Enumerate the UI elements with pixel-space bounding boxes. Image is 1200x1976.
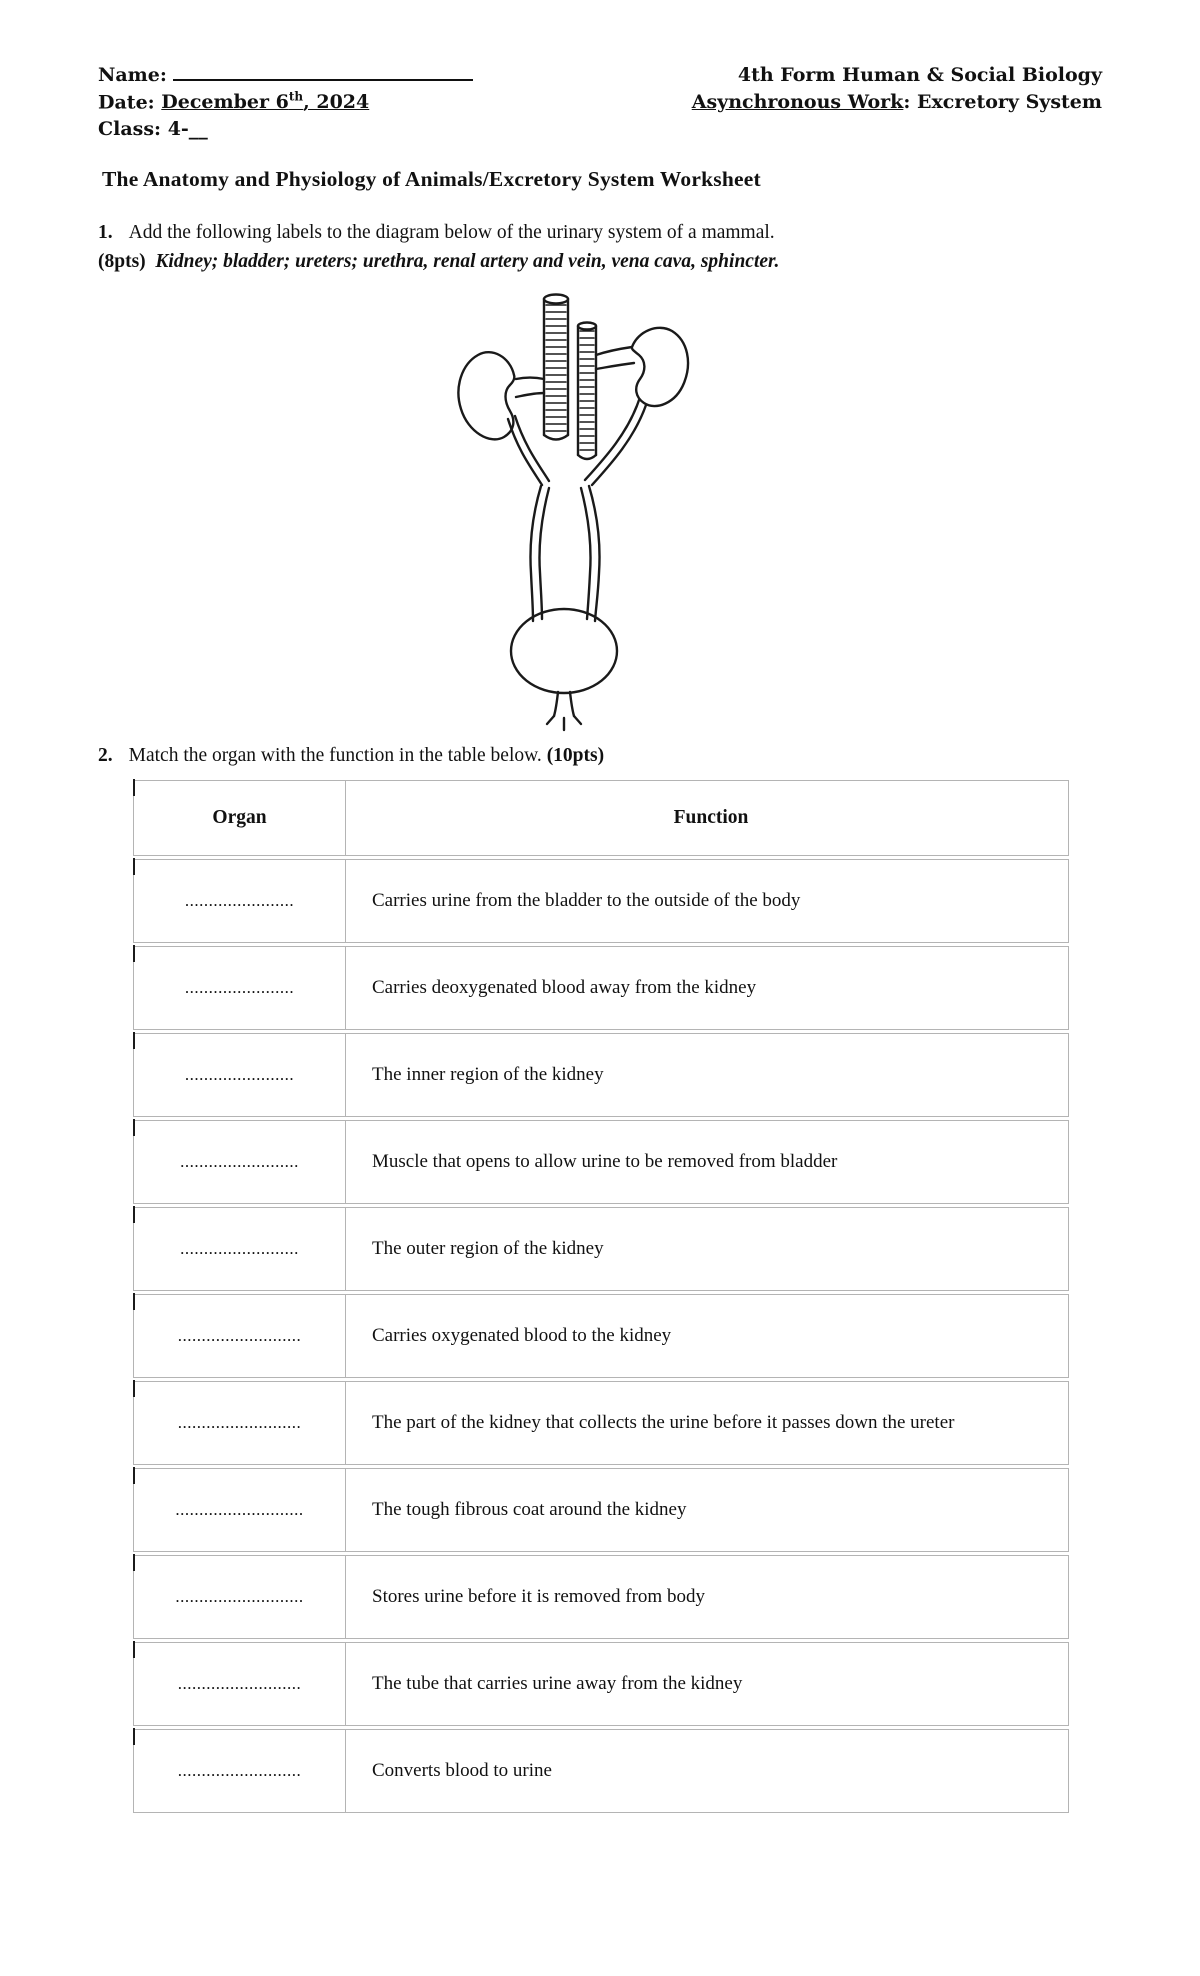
organ-cell <box>134 1295 346 1377</box>
organ-function-table <box>133 780 1069 1813</box>
organ-answer-blank: .......................... <box>177 1673 302 1693</box>
table-header-row <box>133 780 1069 856</box>
left-kidney <box>458 352 514 439</box>
organ-answer-blank: .......................... <box>177 1760 302 1780</box>
organ-answer-blank: ....................... <box>184 977 295 997</box>
function-cell: Carries urine from the bladder to the outside of the body <box>372 890 801 912</box>
date-ordinal-suffix: th <box>288 89 304 104</box>
urethra-right <box>570 692 574 716</box>
organ-cell <box>134 947 346 1029</box>
urethra-flare-right <box>574 716 581 724</box>
organ-cell <box>134 1121 346 1203</box>
question-1-prompt: Add the following labels to the diagram below of the urinary system of a mammal. <box>128 222 775 244</box>
table-row <box>133 1642 1069 1726</box>
class-line <box>98 116 473 143</box>
organ-answer-blank: .......................... <box>177 1412 302 1432</box>
date-label: Date: <box>98 91 155 114</box>
date-year: , 2024 <box>303 91 370 114</box>
work-topic: : Excretory System <box>903 90 1102 113</box>
question-2-points: (10pts) <box>546 744 605 766</box>
right-kidney <box>632 328 688 406</box>
function-cell: The tube that carries urine away from the kidney <box>372 1673 743 1695</box>
organ-cell <box>134 1730 346 1812</box>
vena-cava-striations <box>546 305 566 431</box>
organ-cell <box>134 1556 346 1638</box>
course-info-block <box>692 62 1102 116</box>
table-row <box>133 1120 1069 1204</box>
question-2 <box>98 741 1102 770</box>
name-label: Name: <box>98 64 167 86</box>
aorta-striations <box>580 331 594 450</box>
question-1-points: (8pts) <box>98 251 146 273</box>
question-1-number: 1. <box>98 222 113 244</box>
date-value <box>161 91 369 113</box>
function-cell: Converts blood to urine <box>372 1760 552 1782</box>
date-main: December 6 <box>161 91 289 114</box>
organ-answer-blank: ....................... <box>184 890 295 910</box>
table-row <box>133 859 1069 943</box>
bladder-wall-right-inner <box>581 488 591 619</box>
question-2-number: 2. <box>98 744 113 766</box>
table-row <box>133 946 1069 1030</box>
question-1 <box>98 218 1102 277</box>
document-header <box>98 62 1102 143</box>
question-1-word-bank: Kidney; bladder; ureters; urethra, renal artery and vein, vena cava, sphincter. <box>155 251 780 273</box>
assignment-line <box>692 89 1102 116</box>
date-line <box>98 89 473 116</box>
function-cell: The part of the kidney that collects the urine before it passes down the ureter <box>372 1412 955 1434</box>
aorta-opening <box>578 322 596 329</box>
table-row <box>133 1729 1069 1813</box>
organ-answer-blank: ......................... <box>180 1238 299 1258</box>
bladder-wall-left-inner <box>539 488 549 619</box>
organ-cell <box>134 1643 346 1725</box>
aorta-bottom <box>578 455 596 459</box>
table-row <box>133 1381 1069 1465</box>
urethra-left <box>554 692 558 716</box>
organ-cell <box>134 860 346 942</box>
table-row <box>133 1468 1069 1552</box>
course-title: 4th Form Human & Social Biology <box>737 64 1102 86</box>
function-cell: Carries oxygenated blood to the kidney <box>372 1325 672 1347</box>
table-row <box>133 1207 1069 1291</box>
organ-answer-blank: ....................... <box>184 1064 295 1084</box>
table-row <box>133 1555 1069 1639</box>
function-column-header: Function <box>673 806 749 828</box>
worksheet-title: The Anatomy and Physiology of Animals/Excretory System Worksheet <box>102 167 761 192</box>
organ-answer-blank: ......................... <box>180 1151 299 1171</box>
function-cell: Stores urine before it is removed from body <box>372 1586 705 1608</box>
organ-answer-blank: ........................... <box>175 1499 304 1519</box>
function-cell: Muscle that opens to allow urine to be removed from bladder <box>372 1151 838 1173</box>
organ-cell <box>134 1208 346 1290</box>
question-2-prompt: Match the organ with the function in the table below. <box>128 744 542 766</box>
name-blank-line <box>173 64 473 81</box>
class-value: 4-__ <box>167 118 208 141</box>
renal-artery-right <box>596 347 632 355</box>
function-cell: The tough fibrous coat around the kidney <box>372 1499 687 1521</box>
organ-answer-blank: .......................... <box>177 1325 302 1345</box>
urinary-system-svg <box>438 289 718 733</box>
vena-cava-opening <box>544 294 568 303</box>
function-cell: The outer region of the kidney <box>372 1238 604 1260</box>
work-type: Asynchronous Work <box>691 90 904 113</box>
renal-vein-left <box>516 377 544 379</box>
renal-artery-right-lower <box>596 363 634 369</box>
function-cell: The inner region of the kidney <box>372 1064 604 1086</box>
organ-column-header: Organ <box>134 781 346 855</box>
organ-answer-blank: ........................... <box>175 1586 304 1606</box>
bladder-sac <box>511 609 617 693</box>
table-row <box>133 1294 1069 1378</box>
urinary-system-diagram <box>438 289 718 733</box>
student-info-block <box>98 62 473 143</box>
vena-cava-bottom <box>544 435 568 440</box>
organ-cell <box>134 1034 346 1116</box>
function-cell: Carries deoxygenated blood away from the kidney <box>372 977 757 999</box>
organ-cell <box>134 1469 346 1551</box>
right-ureter-outer <box>592 405 646 485</box>
right-ureter-inner <box>585 400 639 480</box>
urethra-flare-left <box>547 716 554 724</box>
table-row <box>133 1033 1069 1117</box>
class-label: Class: <box>98 118 162 141</box>
name-line <box>98 62 473 89</box>
renal-vein-left-lower <box>516 393 544 397</box>
organ-cell <box>134 1382 346 1464</box>
